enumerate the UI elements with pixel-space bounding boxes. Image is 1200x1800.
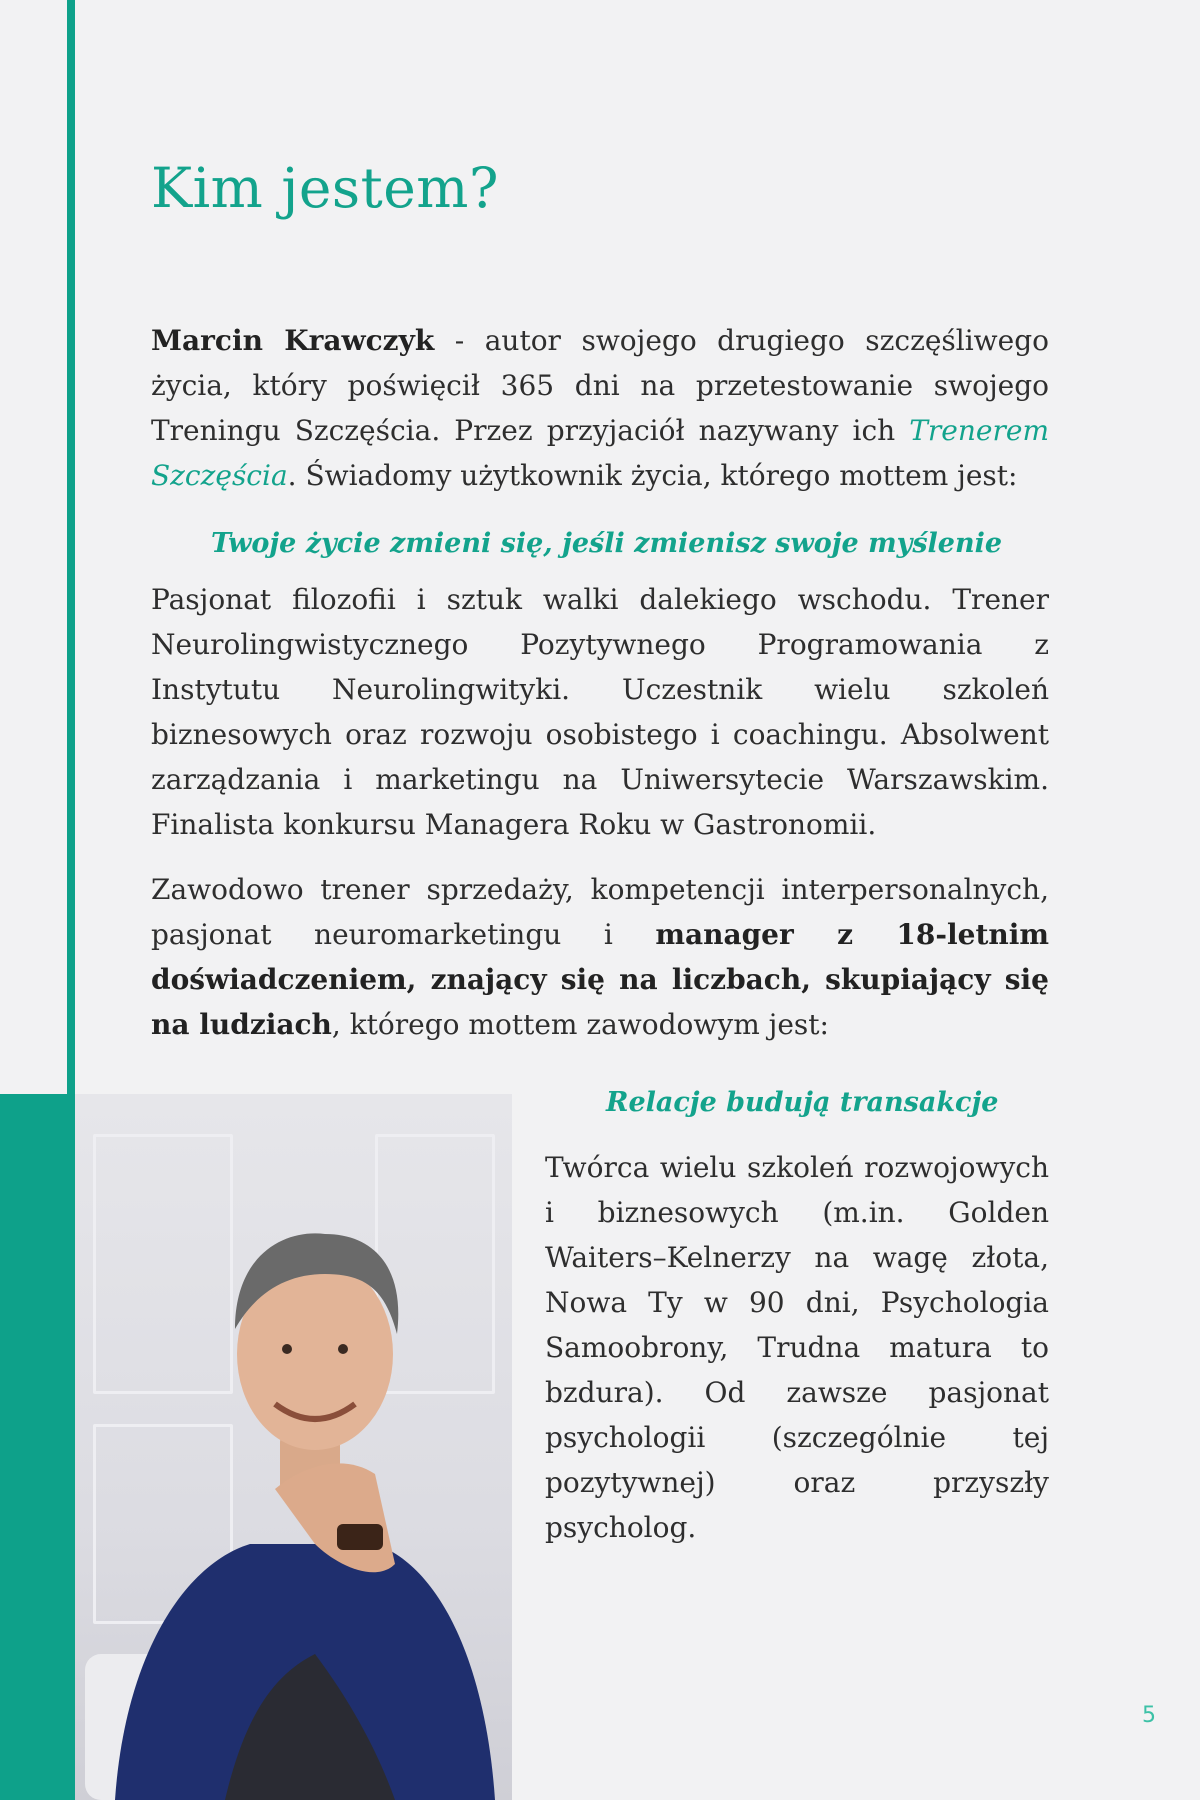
accent-bar bbox=[67, 0, 75, 1095]
intro-paragraph: Marcin Krawczyk - autor swojego drugiego szczęśliwego życia, który poświęcił 365 dni na przetestowanie swojego Treningu Szczęścia. Przez przyjaciół nazywany ich Trenerem Szczęścia. Świadomy użytkownik życia, którego mottem jest: bbox=[151, 324, 1049, 492]
bio-paragraph: Pasjonat filozofii i sztuk walki dalekiego wschodu. Trener Neurolingwistycznego Pozytywnego Programowania z Instytutu Neurolingwityki. Uczestnik wielu szkoleń biznesowych oraz rozwoju osobistego i coachingu. Absolwent zarządzania i marketingu na Uniwersytecie Warszawskim. Finalista konkursu Managera Roku w Gastronomii. bbox=[151, 583, 1049, 841]
work-motto: Relacje budują transakcje bbox=[606, 1087, 999, 1118]
life-motto: Twoje życie zmieni się, jeśli zmienisz swoje myślenie bbox=[211, 528, 1003, 559]
author-photo bbox=[75, 1094, 512, 1800]
page-number: 5 bbox=[1142, 1703, 1156, 1728]
nickname-highlight: Trenerem Szczęścia bbox=[151, 414, 1049, 492]
author-name: Marcin Krawczyk bbox=[151, 324, 435, 357]
career-highlight: manager z 18-letnim doświadczeniem, znający się na liczbach, skupiający się na ludziach bbox=[151, 918, 1050, 1041]
career-paragraph: Zawodowo trener sprzedaży, kompetencji interpersonalnych, pasjonat neuromarketingu i manager z 18-letnim doświadczeniem, znający się na liczbach, skupiający się na ludziach, którego mottem zawodowym jest: bbox=[151, 873, 1050, 1041]
accent-block bbox=[0, 1094, 75, 1800]
creator-paragraph: Twórca wielu szkoleń rozwojowych i biznesowych (m.in. Golden Waiters–Kelnerzy na wagę złota, Nowa Ty w 90 dni, Psychologia Samoobrony, Trudna matura to bzdura). Od zawsze pasjonat psychologii (szczególnie tej pozytywnej) oraz przyszły psycholog. bbox=[545, 1151, 1049, 1544]
main-text-column bbox=[151, 318, 1049, 1047]
page-title: Kim jestem? bbox=[151, 156, 499, 220]
